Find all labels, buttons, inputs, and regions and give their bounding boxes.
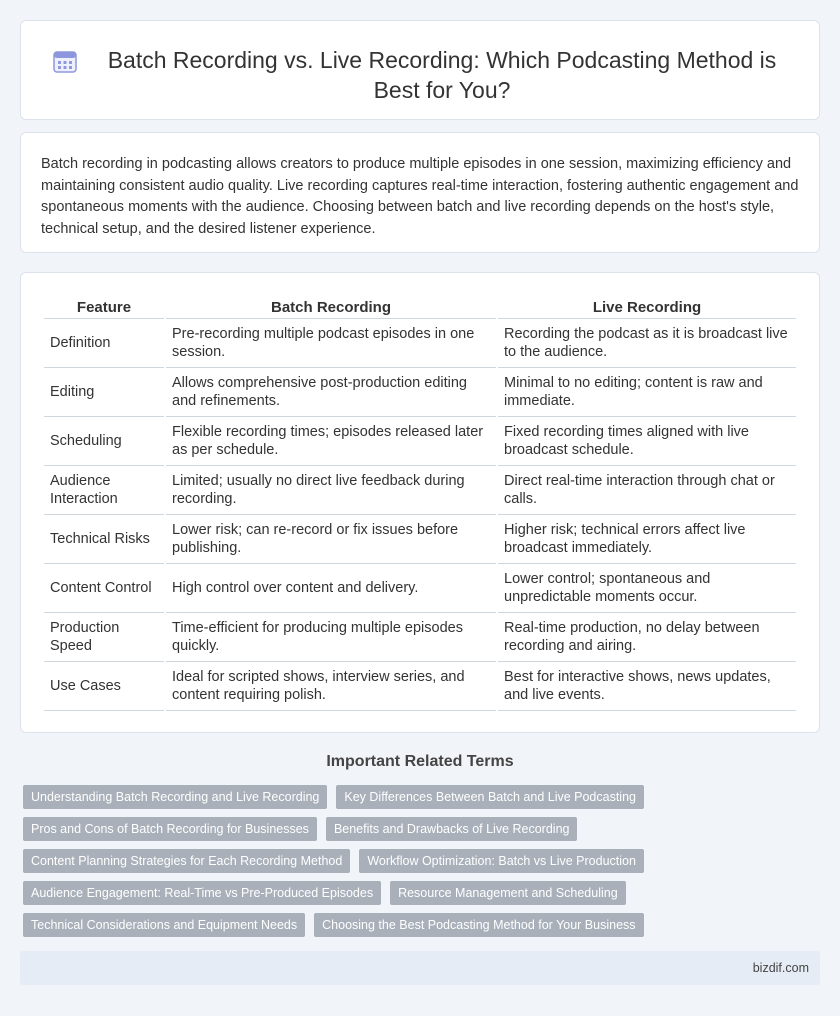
related-term-link[interactable]: Key Differences Between Batch and Live Podcasting bbox=[336, 785, 644, 809]
related-term-link[interactable]: Benefits and Drawbacks of Live Recording bbox=[326, 817, 578, 841]
related-term-link[interactable]: Technical Considerations and Equipment Needs bbox=[23, 913, 305, 937]
page-title: Batch Recording vs. Live Recording: Which Podcasting Method is Best for You? bbox=[107, 47, 777, 103]
feature-cell: Content Control bbox=[44, 564, 164, 613]
header-card bbox=[20, 20, 820, 120]
live-cell: Higher risk; technical errors affect live broadcast immediately. bbox=[498, 515, 796, 564]
related-term-link[interactable]: Audience Engagement: Real-Time vs Pre-Produced Episodes bbox=[23, 881, 381, 905]
table-row bbox=[44, 417, 796, 466]
footer-site-link[interactable]: bizdif.com bbox=[752, 961, 809, 975]
batch-cell: Limited; usually no direct live feedback during recording. bbox=[166, 466, 496, 515]
related-terms-list bbox=[23, 785, 823, 945]
feature-cell: Editing bbox=[44, 368, 164, 417]
comparison-table bbox=[42, 297, 798, 711]
batch-cell: Pre-recording multiple podcast episodes in one session. bbox=[166, 319, 496, 368]
related-term-link[interactable]: Content Planning Strategies for Each Recording Method bbox=[23, 849, 350, 873]
batch-cell: Ideal for scripted shows, interview series, and content requiring polish. bbox=[166, 662, 496, 711]
table-row bbox=[44, 319, 796, 368]
related-term-link[interactable]: Resource Management and Scheduling bbox=[390, 881, 626, 905]
live-cell: Fixed recording times aligned with live broadcast schedule. bbox=[498, 417, 796, 466]
footer bbox=[20, 951, 820, 985]
intro-paragraph: Batch recording in podcasting allows creators to produce multiple episodes in one session, maximizing efficiency and maintaining consistent audio quality. Live recording captures real-time interaction, fostering authentic engagement and spontaneous moments with the audience. Choosing between batch and live recording depends on the host's style, technical setup, and the desired listener experience. bbox=[41, 156, 799, 237]
table-row bbox=[44, 662, 796, 711]
table-row bbox=[44, 466, 796, 515]
live-cell: Direct real-time interaction through chat or calls. bbox=[498, 466, 796, 515]
related-term-link[interactable]: Choosing the Best Podcasting Method for Your Business bbox=[314, 913, 643, 937]
calendar-icon bbox=[51, 47, 79, 75]
tag-row bbox=[23, 913, 823, 937]
feature-cell: Technical Risks bbox=[44, 515, 164, 564]
batch-cell: Allows comprehensive post-production editing and refinements. bbox=[166, 368, 496, 417]
live-cell: Lower control; spontaneous and unpredictable moments occur. bbox=[498, 564, 796, 613]
feature-cell: Scheduling bbox=[44, 417, 164, 466]
feature-cell: Production Speed bbox=[44, 613, 164, 662]
related-terms-title: Important Related Terms bbox=[326, 753, 514, 770]
table-row bbox=[44, 564, 796, 613]
related-term-link[interactable]: Workflow Optimization: Batch vs Live Production bbox=[359, 849, 644, 873]
header-batch: Batch Recording bbox=[166, 297, 496, 319]
feature-cell: Definition bbox=[44, 319, 164, 368]
batch-cell: High control over content and delivery. bbox=[166, 564, 496, 613]
header-live: Live Recording bbox=[498, 297, 796, 319]
related-term-link[interactable]: Pros and Cons of Batch Recording for Businesses bbox=[23, 817, 317, 841]
table-row bbox=[44, 515, 796, 564]
tag-row bbox=[23, 881, 823, 905]
live-cell: Best for interactive shows, news updates, and live events. bbox=[498, 662, 796, 711]
intro-card bbox=[20, 132, 820, 253]
batch-cell: Time-efficient for producing multiple episodes quickly. bbox=[166, 613, 496, 662]
tag-row bbox=[23, 785, 823, 809]
tag-row bbox=[23, 849, 823, 873]
live-cell: Recording the podcast as it is broadcast live to the audience. bbox=[498, 319, 796, 368]
feature-cell: Use Cases bbox=[44, 662, 164, 711]
table-header-row bbox=[44, 297, 796, 319]
header-feature: Feature bbox=[44, 297, 164, 319]
live-cell: Real-time production, no delay between recording and airing. bbox=[498, 613, 796, 662]
related-term-link[interactable]: Understanding Batch Recording and Live Recording bbox=[23, 785, 327, 809]
table-row bbox=[44, 613, 796, 662]
table-row bbox=[44, 368, 796, 417]
batch-cell: Flexible recording times; episodes released later as per schedule. bbox=[166, 417, 496, 466]
comparison-table-card bbox=[20, 272, 820, 733]
tag-row bbox=[23, 817, 823, 841]
feature-cell: Audience Interaction bbox=[44, 466, 164, 515]
batch-cell: Lower risk; can re-record or fix issues before publishing. bbox=[166, 515, 496, 564]
live-cell: Minimal to no editing; content is raw and immediate. bbox=[498, 368, 796, 417]
